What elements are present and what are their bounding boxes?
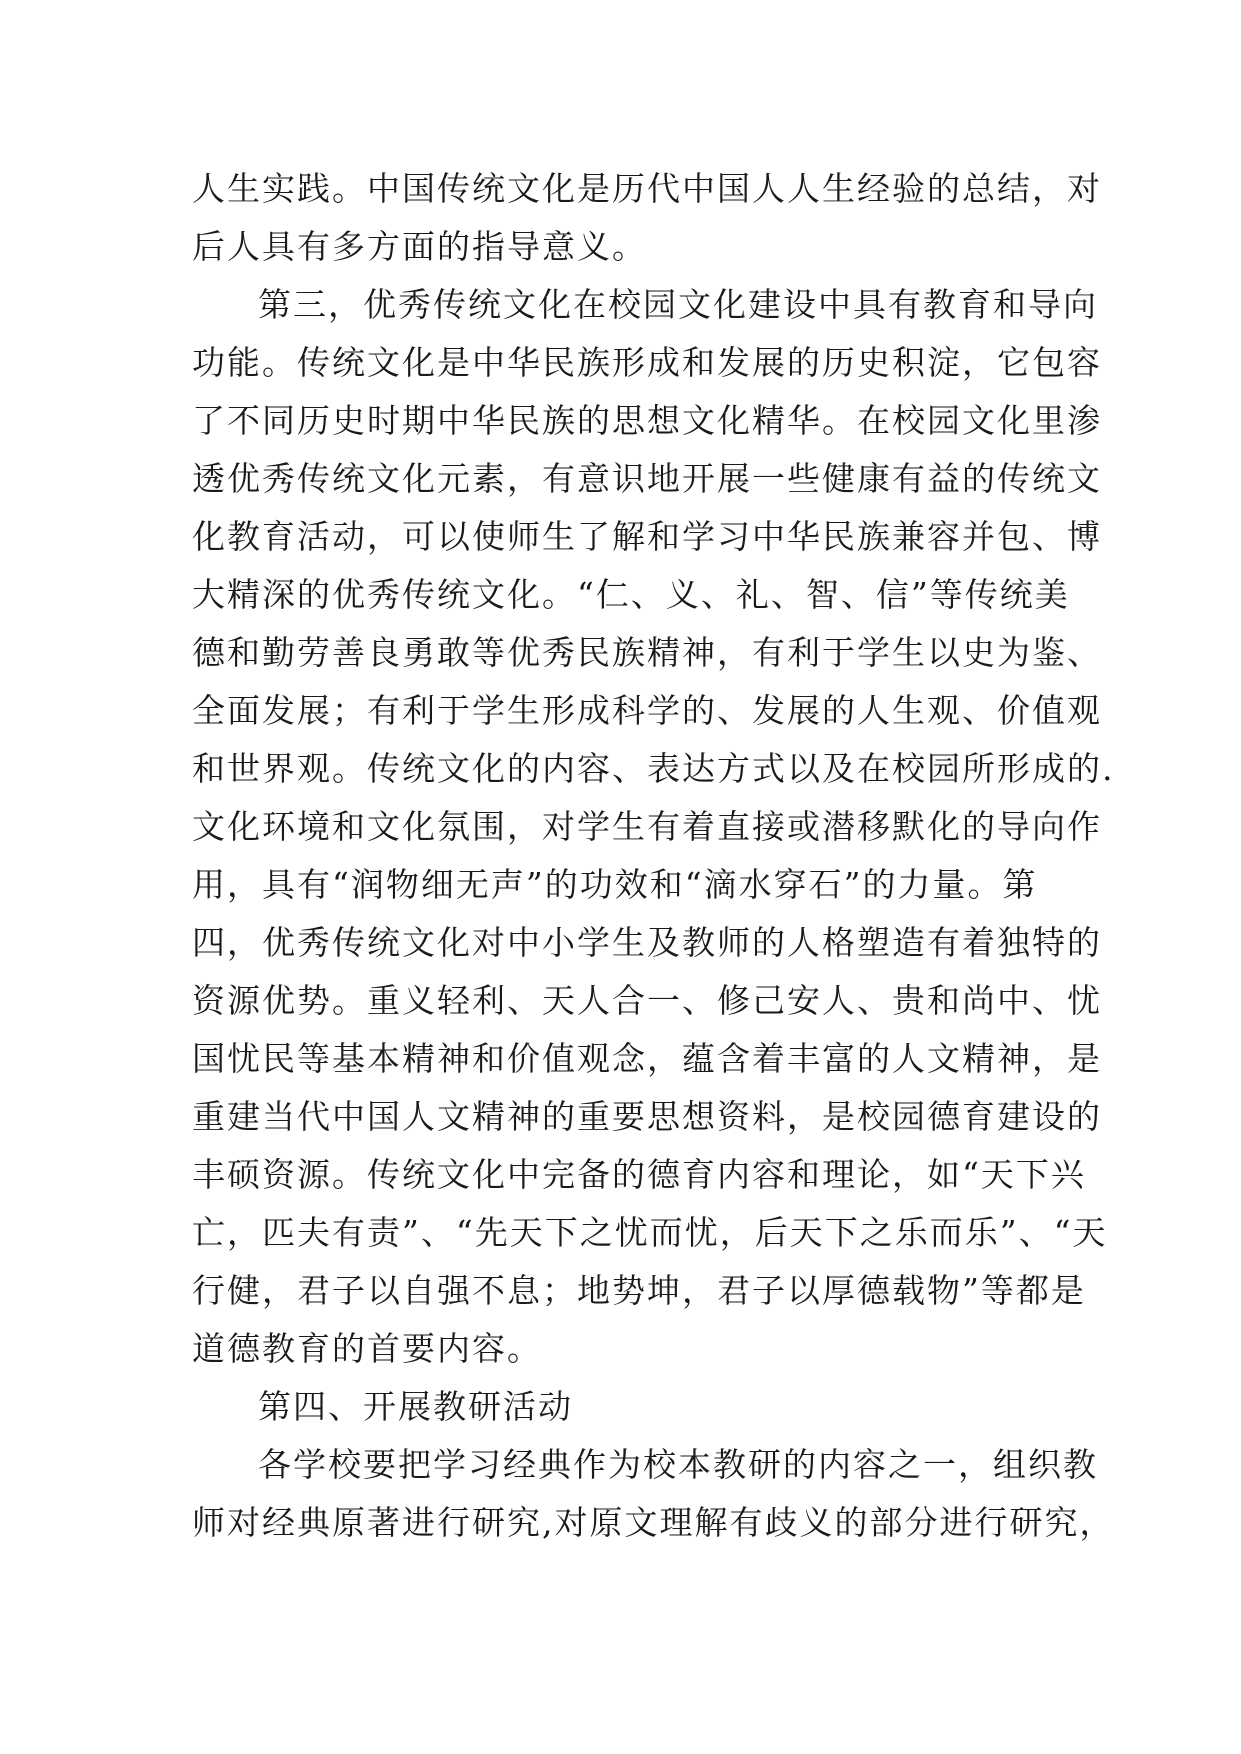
text-line: 国忧民等基本精神和价值观念，蕴含着丰富的人文精神，是 bbox=[192, 1039, 1102, 1078]
text-line: 资源优势。重义轻利、天人合一、修己安人、贵和尚中、忧 bbox=[192, 981, 1102, 1020]
paragraph-start-line: 第三，优秀传统文化在校园文化建设中具有教育和导向 bbox=[258, 285, 1098, 324]
text-line: 功能。传统文化是中华民族形成和发展的历史积淀，它包容 bbox=[192, 343, 1102, 382]
text-line: 了不同历史时期中华民族的思想文化精华。在校园文化里渗 bbox=[192, 401, 1102, 440]
section-heading: 第四、开展教研活动 bbox=[258, 1387, 573, 1426]
text-line: 后人具有多方面的指导意义。 bbox=[192, 227, 647, 266]
text-line: 师对经典原著进行研究,对原文理解有歧义的部分进行研究， bbox=[192, 1503, 1115, 1542]
paragraph-start-line: 各学校要把学习经典作为校本教研的内容之一，组织教 bbox=[258, 1445, 1098, 1484]
text-line: 亡，匹夫有责”、“先天下之忧而忧，后天下之乐而乐”、“天 bbox=[192, 1213, 1108, 1252]
text-line: 行健，君子以自强不息；地势坤，君子以厚德载物”等都是 bbox=[192, 1271, 1086, 1310]
text-line: 大精深的优秀传统文化。“仁、义、礼、智、信”等传统美 bbox=[192, 575, 1070, 614]
text-line: 化教育活动，可以使师生了解和学习中华民族兼容并包、博 bbox=[192, 517, 1102, 556]
text-line: 全面发展；有利于学生形成科学的、发展的人生观、价值观 bbox=[192, 691, 1102, 730]
text-line: 透优秀传统文化元素，有意识地开展一些健康有益的传统文 bbox=[192, 459, 1102, 498]
text-line: 四，优秀传统文化对中小学生及教师的人格塑造有着独特的 bbox=[192, 923, 1102, 962]
text-line: 重建当代中国人文精神的重要思想资料，是校园德育建设的 bbox=[192, 1097, 1102, 1136]
text-line: 用，具有“润物细无声”的功效和“滴水穿石”的力量。第 bbox=[192, 865, 1038, 904]
body-text bbox=[192, 160, 1115, 1552]
text-line: 文化环境和文化氛围，对学生有着直接或潜移默化的导向作 bbox=[192, 807, 1102, 846]
text-line: 德和勤劳善良勇敢等优秀民族精神，有利于学生以史为鉴、 bbox=[192, 633, 1102, 672]
text-line: 人生实践。中国传统文化是历代中国人人生经验的总结，对 bbox=[192, 169, 1102, 208]
text-line: 和世界观。传统文化的内容、表达方式以及在校园所形成的. bbox=[192, 749, 1115, 788]
text-line: 道德教育的首要内容。 bbox=[192, 1329, 542, 1368]
text-line: 丰硕资源。传统文化中完备的德育内容和理论，如“天下兴 bbox=[192, 1155, 1086, 1194]
